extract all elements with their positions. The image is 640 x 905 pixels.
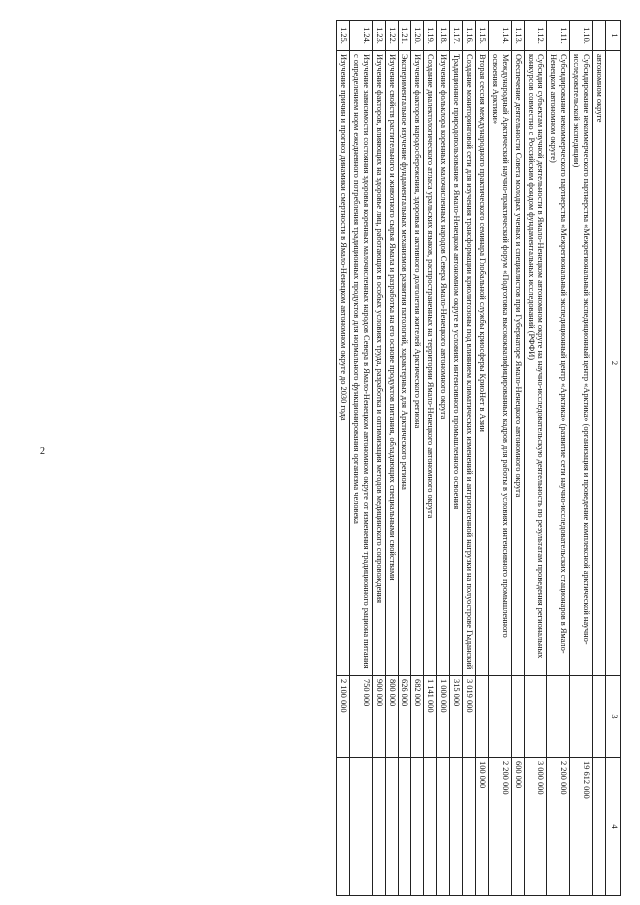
row-col4: 2 200 000 bbox=[547, 758, 570, 896]
row-number: 1.10. bbox=[570, 21, 593, 51]
row-text: Субсидия субъектам научной деятельности в Ямало-Ненецком автономном округе на научно-исследовательскую деятельность по результатам проведения региональных конкурсов совместно с Российским фондом фундаментальных исследований (РФФИ) bbox=[524, 51, 547, 676]
row-col4 bbox=[349, 758, 372, 896]
row-col3: 3 019 000 bbox=[463, 676, 476, 758]
row-number: 1.14. bbox=[488, 21, 511, 51]
row-col4: 600 000 bbox=[511, 758, 524, 896]
row-text: Создание мониторинговой сети для изучения трансформации криолитозоны под влиянием климатических изменений и антропогенной нагрузки на полуострове Гыданский bbox=[463, 51, 476, 676]
table-row bbox=[547, 21, 570, 896]
header-cell-1: 1 bbox=[606, 21, 621, 51]
row-col3 bbox=[524, 676, 547, 758]
row-number: 1.23. bbox=[372, 21, 385, 51]
row-text: Изучение свойств растительного и животного сырья Ямала и разработка на его основе продуктов питания, обладающих специальными свойствами bbox=[385, 51, 398, 676]
header-cell-4: 4 bbox=[606, 758, 621, 896]
row-col3 bbox=[476, 676, 489, 758]
row-col3: 1 000 000 bbox=[437, 676, 450, 758]
row-number: 1.21. bbox=[398, 21, 411, 51]
table-row bbox=[450, 21, 463, 896]
budget-table bbox=[336, 20, 621, 896]
row-number: 1.24. bbox=[349, 21, 372, 51]
row-number: 1.17. bbox=[450, 21, 463, 51]
row-number: 1.11. bbox=[547, 21, 570, 51]
row-col4: 19 612 000 bbox=[570, 758, 593, 896]
table-row bbox=[411, 21, 424, 896]
header-cell-2: 2 bbox=[606, 51, 621, 676]
row-col4: 3 000 000 bbox=[524, 758, 547, 896]
row-text: Изучение фольклора коренных малочисленных народов Севера Ямало-Ненецкого автономного округа bbox=[437, 51, 450, 676]
row-number: 1.22. bbox=[385, 21, 398, 51]
row-col3 bbox=[570, 676, 593, 758]
table-row bbox=[488, 21, 511, 896]
table-row bbox=[424, 21, 437, 896]
table-row bbox=[398, 21, 411, 896]
table-row bbox=[463, 21, 476, 896]
table-row bbox=[524, 21, 547, 896]
row-col4 bbox=[337, 758, 350, 896]
row-col4 bbox=[437, 758, 450, 896]
row-number: 1.25. bbox=[337, 21, 350, 51]
row-number: 1.19. bbox=[424, 21, 437, 51]
table-row bbox=[385, 21, 398, 896]
row-text: Изучение факторов, влияющих на здоровье лиц, работающих в особых условиях труда, разработка и оптимизация методов медицинского сопровождения bbox=[372, 51, 385, 676]
table-row bbox=[593, 21, 606, 896]
row-text: автономном округе bbox=[593, 51, 606, 676]
row-col3 bbox=[488, 676, 511, 758]
row-col4 bbox=[398, 758, 411, 896]
row-text: Международный Арктический научно-практический форум «Подготовка высококвалифицированных кадров для работы в условиях интенсивного промышленного освоения Арктики» bbox=[488, 51, 511, 676]
row-number: 1.16. bbox=[463, 21, 476, 51]
row-text: Изучение зависимости состояния здоровья коренных малочисленных народов Севера в Ямало-Ненецком автономном округе от изменения традиционного рациона питания с определением норм ежедневного потребления традиционных продуктов для нормального функционирования организма человека bbox=[349, 51, 372, 676]
table-row bbox=[337, 21, 350, 896]
page-number: 2 bbox=[40, 446, 45, 457]
row-text: Субсидирование некоммерческого партнерства «Межрегиональный экспедиционный центр «Арктика» (организация и проведение комплексной арктической научно-исследовательской экспедиции) bbox=[570, 51, 593, 676]
row-text: Субсидирование некоммерческого партнерства «Межрегиональный экспедиционный центр «Арктика» (развитие сети научно-исследовательских стационаров в Ямало-Ненецком автономном округе) bbox=[547, 51, 570, 676]
table-row bbox=[372, 21, 385, 896]
row-col4 bbox=[372, 758, 385, 896]
row-col3 bbox=[511, 676, 524, 758]
row-text: Изучение причин и прогноз динамики смертности в Ямало-Ненецком автономном округе до 2030 года bbox=[337, 51, 350, 676]
row-col3: 900 000 bbox=[372, 676, 385, 758]
row-col4 bbox=[385, 758, 398, 896]
row-text: Изучение факторов народосбережения, здоровья и активного долголетия жителей Арктического региона bbox=[411, 51, 424, 676]
row-col4 bbox=[411, 758, 424, 896]
row-col3 bbox=[593, 676, 606, 758]
row-col3: 1 141 000 bbox=[424, 676, 437, 758]
row-number: 1.12. bbox=[524, 21, 547, 51]
table-row bbox=[476, 21, 489, 896]
row-text: Экспериментальное изучение фундаментальных механизмов развития патологий, характерных для Арктического региона bbox=[398, 51, 411, 676]
row-col3: 682 000 bbox=[411, 676, 424, 758]
row-col4 bbox=[424, 758, 437, 896]
row-col3: 800 000 bbox=[385, 676, 398, 758]
row-number: 1.13. bbox=[511, 21, 524, 51]
row-col3: 626 000 bbox=[398, 676, 411, 758]
row-number: 1.15. bbox=[476, 21, 489, 51]
table-row bbox=[511, 21, 524, 896]
row-col3: 750 000 bbox=[349, 676, 372, 758]
row-number bbox=[593, 21, 606, 51]
table-row bbox=[349, 21, 372, 896]
header-cell-3: 3 bbox=[606, 676, 621, 758]
row-text: Вторая сессия международного практического семинара Глобальной службы криосферы КриоНет в Азии bbox=[476, 51, 489, 676]
row-text: Традиционное природопользование в Ямало-Ненецком автономном округе в условиях интенсивного промышленного освоения bbox=[450, 51, 463, 676]
row-col4: 100 000 bbox=[476, 758, 489, 896]
rotated-table-wrapper bbox=[101, 20, 621, 895]
table-row bbox=[437, 21, 450, 896]
table-header-row bbox=[606, 21, 621, 896]
row-text: Обеспечение деятельности Совета молодых ученых и специалистов при Губернаторе Ямало-Ненецкого автономного округа bbox=[511, 51, 524, 676]
row-text: Создание диалектологического атласа уральских языков, распространенных на территории Ямало-Ненецкого автономного округа bbox=[424, 51, 437, 676]
table-row bbox=[570, 21, 593, 896]
row-col4 bbox=[463, 758, 476, 896]
row-col4: 2 200 000 bbox=[488, 758, 511, 896]
row-col4 bbox=[450, 758, 463, 896]
row-col3: 315 000 bbox=[450, 676, 463, 758]
row-number: 1.20. bbox=[411, 21, 424, 51]
row-col3: 2 100 000 bbox=[337, 676, 350, 758]
row-col3 bbox=[547, 676, 570, 758]
row-number: 1.18. bbox=[437, 21, 450, 51]
row-col4 bbox=[593, 758, 606, 896]
